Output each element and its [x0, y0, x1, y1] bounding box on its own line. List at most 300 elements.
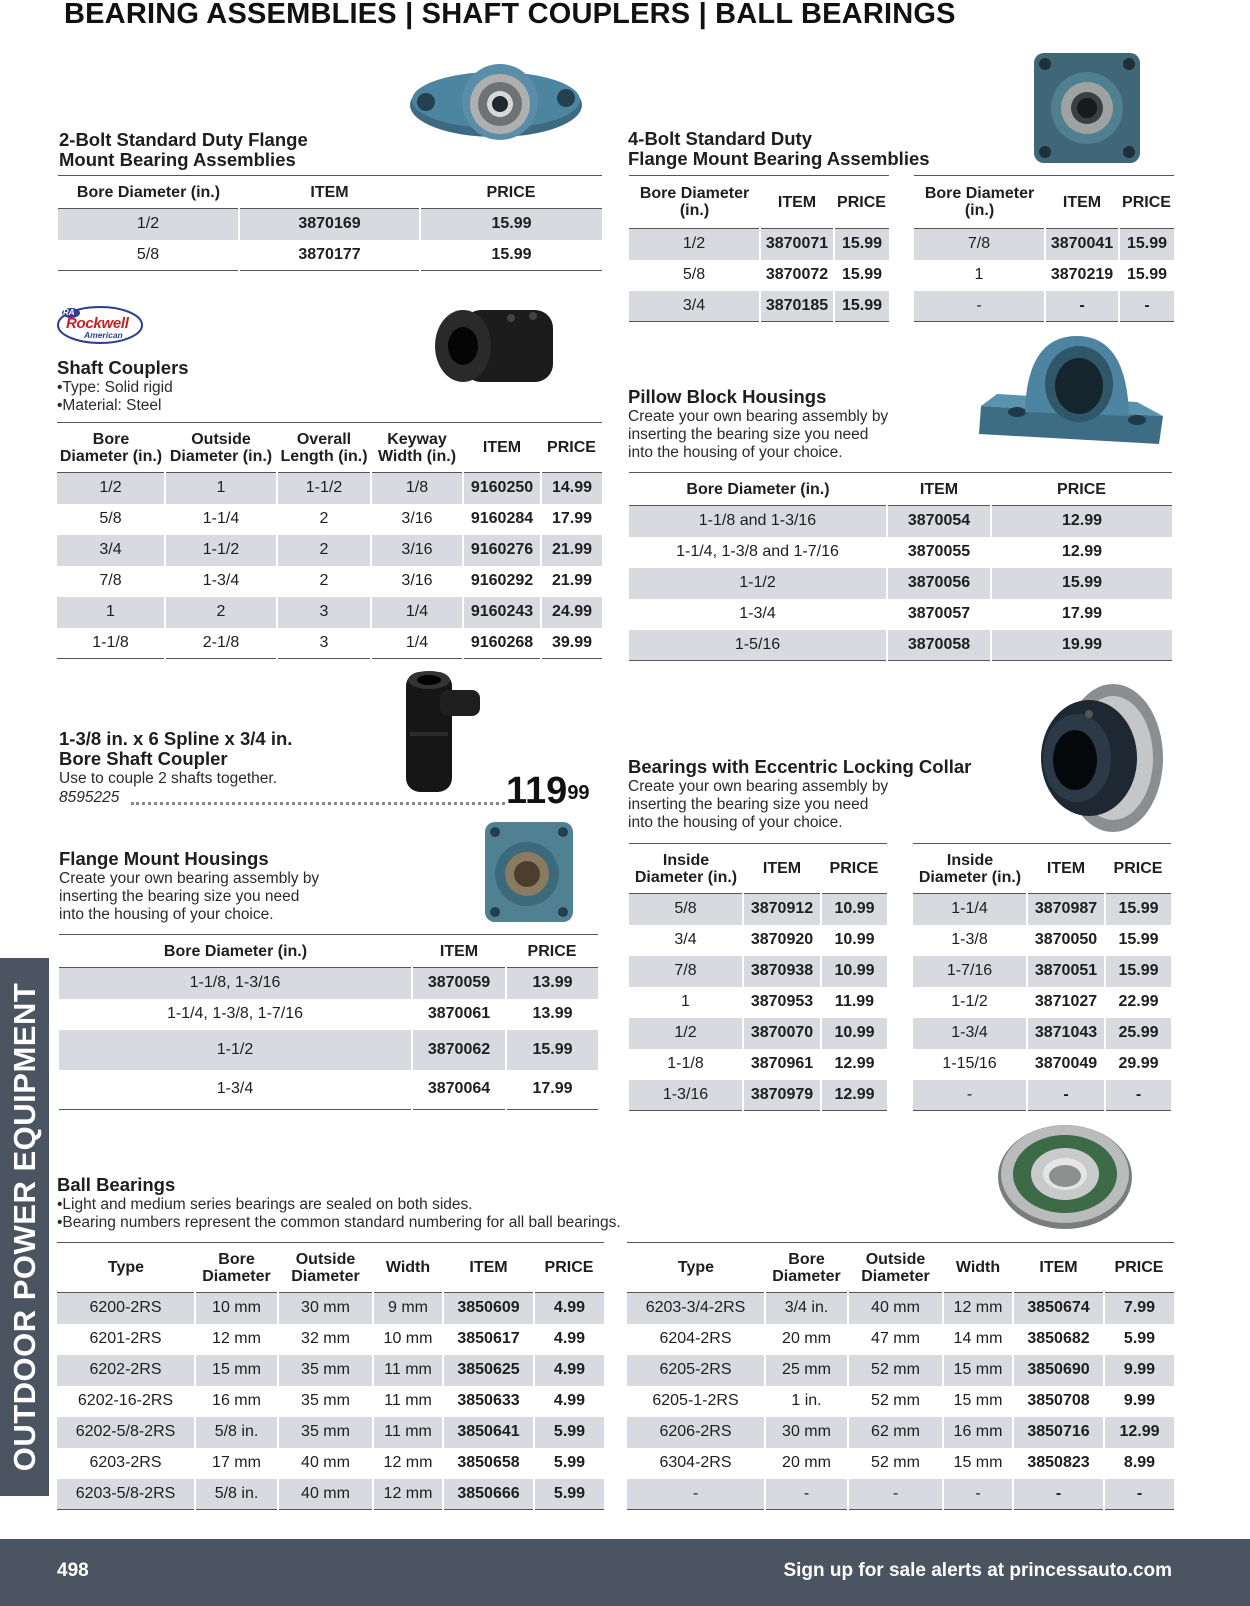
ball-bearings-title: Ball Bearings	[57, 1174, 176, 1195]
cell: 1	[165, 473, 277, 504]
cell: 5/8	[58, 240, 239, 271]
cell: 15 mm	[195, 1355, 278, 1386]
cell: 1-3/4	[913, 1018, 1027, 1049]
cell: 3870061	[412, 999, 506, 1030]
cell: 3870072	[760, 260, 834, 291]
cell: 5.99	[1123, 1330, 1156, 1347]
four-bolt-title-line2: Flange Mount Bearing Assemblies	[628, 148, 930, 169]
cell: 3/16	[371, 504, 463, 535]
cell: 1-1/8, 1-3/16	[59, 968, 412, 999]
cell: 3	[277, 597, 371, 628]
cell: 35 mm	[278, 1355, 373, 1386]
cell: 3/4	[629, 925, 743, 956]
flange-mount-housing-image	[481, 818, 577, 926]
two-bolt-title-line1: 2-Bolt Standard Duty Flange	[59, 129, 308, 150]
cell: 52 mm	[848, 1355, 943, 1386]
cell: 3870057	[887, 599, 991, 630]
cell: 1-15/16	[913, 1049, 1027, 1080]
table-row	[627, 1324, 1174, 1355]
two-bolt-table	[58, 175, 602, 271]
cell: -	[1105, 1080, 1171, 1111]
cell: 3	[277, 628, 371, 659]
page-number: 498	[57, 1560, 89, 1581]
col-header: Bore Diameter (in.)	[57, 423, 165, 473]
cell: 15 mm	[943, 1448, 1013, 1479]
cell: 14 mm	[943, 1324, 1013, 1355]
cell: 3850609	[443, 1293, 534, 1324]
cell: 3871043	[1027, 1018, 1105, 1049]
cell: 3870987	[1027, 894, 1105, 925]
cell: 20 mm	[765, 1324, 848, 1355]
col-header: Bore Diameter (in.)	[629, 473, 887, 506]
four-bolt-title	[628, 129, 930, 169]
eccentric-table-left	[629, 843, 887, 1111]
table-row	[913, 1018, 1171, 1049]
cell: 5/8 in.	[195, 1417, 278, 1448]
eccentric-collar-bearing-image	[1029, 680, 1169, 836]
cell: 1-1/2	[913, 987, 1027, 1018]
cell: 10 mm	[373, 1324, 443, 1355]
cell: 19.99	[991, 630, 1172, 661]
cell: 1-1/2	[59, 1030, 412, 1070]
table-row	[914, 260, 1174, 291]
cell: 3870071	[760, 229, 834, 260]
cell: 3/4	[629, 291, 760, 322]
cell: 15 mm	[943, 1386, 1013, 1417]
table-row	[57, 628, 602, 659]
table-row	[57, 1417, 604, 1448]
col-header: ITEM	[1045, 176, 1119, 229]
ball-bearing-image	[996, 1120, 1134, 1230]
cell: 15 mm	[943, 1355, 1013, 1386]
cell: 47 mm	[848, 1324, 943, 1355]
price-dollars: 119	[506, 770, 568, 812]
desc-line: Create your own bearing assembly by	[628, 778, 889, 795]
table-row	[59, 999, 598, 1030]
cell: 12.99	[821, 1080, 887, 1111]
cell: 15.99	[1105, 956, 1171, 987]
logo-badge: RA	[63, 308, 75, 317]
cell: 40 mm	[278, 1448, 373, 1479]
col-header: PRICE	[1104, 1243, 1174, 1293]
cell: 2-1/8	[165, 628, 277, 659]
cell: 3870049	[1027, 1049, 1105, 1080]
cell: 2	[277, 566, 371, 597]
cell: 29.99	[1118, 1055, 1159, 1072]
cell: 39.99	[541, 628, 602, 659]
desc-line: into the housing of your choice.	[59, 906, 274, 923]
cell: 1/2	[57, 473, 165, 504]
table-row	[57, 597, 602, 628]
pillow-block-desc	[628, 408, 888, 462]
four-bolt-table-right	[914, 175, 1174, 322]
col-header: Type	[627, 1243, 765, 1293]
cell: 6201-2RS	[57, 1324, 195, 1355]
cell: 1-5/16	[629, 630, 887, 661]
col-header: Inside Diameter (in.)	[629, 844, 743, 894]
col-header: ITEM	[760, 176, 834, 229]
cell: 1/8	[371, 473, 463, 504]
col-header: PRICE	[534, 1243, 604, 1293]
cell: 3870912	[743, 894, 821, 925]
cell: 3870055	[887, 537, 991, 568]
cell: 6200-2RS	[57, 1293, 195, 1324]
table-row	[57, 1355, 604, 1386]
col-header: PRICE	[1105, 844, 1171, 894]
table-row	[914, 229, 1174, 260]
cell: 6203-3/4-2RS	[627, 1293, 765, 1324]
two-bolt-title-line2: Mount Bearing Assemblies	[59, 149, 296, 170]
col-header: Type	[57, 1243, 195, 1293]
cell: 9160292	[463, 566, 541, 597]
cell: 21.99	[551, 572, 593, 589]
cell: 6205-2RS	[627, 1355, 765, 1386]
cell: 1-1/8	[629, 1049, 743, 1080]
bullet: •Type: Solid rigid	[57, 379, 173, 396]
cell: 3870177	[239, 240, 420, 271]
col-header: Bore Diameter (in.)	[59, 935, 412, 968]
cell: 11 mm	[373, 1355, 443, 1386]
table-row	[57, 535, 602, 566]
logo-sub: American	[84, 330, 123, 340]
ball-bearings-bullets	[57, 1196, 621, 1232]
cell: 1/2	[58, 209, 239, 240]
cell: 9160250	[463, 473, 541, 504]
table-row	[913, 987, 1171, 1018]
col-header: PRICE	[821, 844, 887, 894]
col-header: ITEM	[463, 423, 541, 473]
cell: 3850617	[443, 1324, 534, 1355]
cell: 13.99	[532, 1005, 573, 1022]
cell: 3870062	[412, 1030, 506, 1070]
cell: 5/8	[629, 260, 760, 291]
four-bolt-table-left	[629, 175, 889, 322]
cell: 9160276	[463, 535, 541, 566]
cell: 3/4 in.	[765, 1293, 848, 1324]
bullet: •Bearing numbers represent the common standard numbering for all ball bearings.	[57, 1214, 621, 1231]
cell: 5.99	[534, 1479, 604, 1510]
cell: 1/2	[629, 229, 760, 260]
col-header: Bore Diameter (in.)	[58, 176, 239, 209]
col-header: Outside Diameter (in.)	[165, 423, 277, 473]
cell: 1	[629, 987, 743, 1018]
cell: 3850625	[443, 1355, 534, 1386]
cell: 35 mm	[278, 1417, 373, 1448]
spline-coupler-desc: Use to couple 2 shafts together.	[59, 770, 277, 787]
table-row	[59, 968, 598, 999]
cell: 1-1/8 and 1-3/16	[629, 506, 887, 537]
table-row	[629, 568, 1172, 599]
cell: 15.99	[1119, 229, 1174, 260]
cell: 14.99	[541, 473, 602, 504]
cell: 1-1/4, 1-3/8 and 1-7/16	[629, 537, 887, 568]
cell: 3870070	[743, 1018, 821, 1049]
col-header: Outside Diameter	[278, 1243, 373, 1293]
cell: 52 mm	[848, 1386, 943, 1417]
cell: 6202-5/8-2RS	[57, 1417, 195, 1448]
cell: 10.99	[821, 894, 887, 925]
shaft-couplers-title: Shaft Couplers	[57, 357, 189, 378]
col-header: ITEM	[743, 844, 821, 894]
cell: 3870041	[1045, 229, 1119, 260]
cell: 12.99	[1061, 543, 1103, 560]
col-header: Bore Diameter (in.)	[914, 176, 1045, 229]
cell: -	[765, 1479, 848, 1510]
cell: 40 mm	[278, 1479, 373, 1510]
cell: -	[1045, 291, 1119, 322]
pillow-block-table	[629, 472, 1172, 661]
cell: -	[848, 1479, 943, 1510]
cell: 24.99	[541, 597, 602, 628]
table-row	[57, 1448, 604, 1479]
flange-housing-title: Flange Mount Housings	[59, 848, 269, 869]
cell: 3870059	[412, 968, 506, 999]
cell: -	[914, 291, 1045, 322]
cell: 1/4	[371, 628, 463, 659]
table-row	[629, 260, 889, 291]
cell: 3870920	[743, 925, 821, 956]
cell: 6304-2RS	[627, 1448, 765, 1479]
cell: 11 mm	[373, 1417, 443, 1448]
cell: -	[1119, 291, 1174, 322]
cell: -	[1027, 1080, 1105, 1111]
spline-shaft-coupler-image	[404, 668, 486, 798]
cell: 3870050	[1027, 925, 1105, 956]
cell: 5.99	[553, 1454, 586, 1471]
cell: 7/8	[629, 956, 743, 987]
cell: 2	[277, 504, 371, 535]
cell: 4.99	[534, 1355, 604, 1386]
col-header: PRICE	[834, 176, 889, 229]
cell: 1-1/2	[165, 535, 277, 566]
col-header: PRICE	[420, 176, 602, 209]
table-row	[629, 987, 887, 1018]
section-side-tab	[0, 958, 49, 1496]
cell: 2	[277, 535, 371, 566]
col-header: Bore Diameter	[765, 1243, 848, 1293]
shaft-coupler-image	[433, 302, 563, 390]
col-header: Bore Diameter (in.)	[629, 176, 760, 229]
col-header: ITEM	[1013, 1243, 1104, 1293]
cell: 12 mm	[195, 1324, 278, 1355]
table-row	[629, 925, 887, 956]
cell: 15.99	[1126, 266, 1168, 283]
spline-title-line2: Bore Shaft Coupler	[59, 748, 228, 769]
cell: 10.99	[821, 1018, 887, 1049]
table-row	[629, 1018, 887, 1049]
cell: 15.99	[1118, 931, 1159, 948]
cell: 12 mm	[943, 1293, 1013, 1324]
cell: 4.99	[553, 1330, 586, 1347]
price-cents: 99	[567, 782, 590, 804]
cell: -	[1104, 1479, 1174, 1510]
cell: 20 mm	[765, 1448, 848, 1479]
rockwell-american-logo	[57, 305, 143, 345]
cell: 15.99	[420, 240, 602, 271]
cell: 1-3/4	[59, 1070, 412, 1110]
cell: 9.99	[1123, 1392, 1156, 1409]
spline-title-line1: 1-3/8 in. x 6 Spline x 3/4 in.	[59, 728, 293, 749]
cell: 25 mm	[765, 1355, 848, 1386]
cell: -	[913, 1080, 1027, 1111]
cell: 15.99	[834, 291, 889, 322]
cell: 1/2	[629, 1018, 743, 1049]
two-bolt-title	[59, 130, 308, 170]
cell: 6206-2RS	[627, 1417, 765, 1448]
cell: 3850690	[1013, 1355, 1104, 1386]
cell: 1	[914, 260, 1045, 291]
cell: 30 mm	[765, 1417, 848, 1448]
table-row	[57, 1386, 604, 1417]
table-row	[627, 1386, 1174, 1417]
cell: 6204-2RS	[627, 1324, 765, 1355]
pillow-block-title: Pillow Block Housings	[628, 386, 827, 407]
table-row	[59, 1070, 598, 1110]
cell: 21.99	[541, 535, 602, 566]
table-row	[58, 240, 602, 271]
cell: 4.99	[553, 1392, 586, 1409]
cell: 7/8	[57, 566, 165, 597]
table-row	[913, 894, 1171, 925]
cell: 5/8 in.	[195, 1479, 278, 1510]
table-row	[629, 537, 1172, 568]
cell: 1/4	[371, 597, 463, 628]
table-row	[59, 1030, 598, 1070]
col-header: ITEM	[887, 473, 991, 506]
cell: 35 mm	[278, 1386, 373, 1417]
cell: 3870938	[743, 956, 821, 987]
cell: 12.99	[834, 1055, 875, 1072]
cell: 3870953	[743, 987, 821, 1018]
cell: 12.99	[1104, 1417, 1174, 1448]
cell: 3/16	[371, 535, 463, 566]
ball-bearings-table-right	[627, 1242, 1174, 1510]
cell: 3/16	[371, 566, 463, 597]
table-row	[627, 1448, 1174, 1479]
col-header: Width	[373, 1243, 443, 1293]
col-header: Inside Diameter (in.)	[913, 844, 1027, 894]
cell: 10.99	[834, 931, 875, 948]
cell: 3850716	[1013, 1417, 1104, 1448]
cell: 17.99	[1061, 605, 1103, 622]
cell: 1-1/4	[165, 504, 277, 535]
flange-housing-desc	[59, 870, 319, 924]
cell: 40 mm	[848, 1293, 943, 1324]
table-row	[629, 630, 1172, 661]
col-header: Keyway Width (in.)	[371, 423, 463, 473]
table-row	[629, 506, 1172, 537]
cell: 22.99	[1118, 993, 1159, 1010]
cell: 15.99	[991, 568, 1172, 599]
table-row	[913, 1080, 1171, 1111]
cell: 12 mm	[373, 1448, 443, 1479]
col-header: Width	[943, 1243, 1013, 1293]
cell: 12 mm	[373, 1479, 443, 1510]
cell: 1-3/8	[913, 925, 1027, 956]
cell: 15.99	[420, 209, 602, 240]
col-header: PRICE	[506, 935, 598, 968]
cell: 16 mm	[195, 1386, 278, 1417]
col-header: ITEM	[1027, 844, 1105, 894]
cell: 6203-5/8-2RS	[57, 1479, 195, 1510]
col-header: Bore Diameter	[195, 1243, 278, 1293]
desc-line: Create your own bearing assembly by	[59, 870, 320, 887]
cell: 1-3/4	[165, 566, 277, 597]
cell: 3870961	[743, 1049, 821, 1080]
cell: 6202-16-2RS	[57, 1386, 195, 1417]
desc-line: inserting the bearing size you need	[628, 426, 869, 443]
shaft-couplers-table	[57, 422, 602, 659]
cell: 62 mm	[848, 1417, 943, 1448]
cell: 3850708	[1013, 1386, 1104, 1417]
desc-line: into the housing of your choice.	[628, 444, 843, 461]
cell: 15.99	[834, 229, 889, 260]
cell: 3870979	[743, 1080, 821, 1111]
table-row	[913, 925, 1171, 956]
desc-line: inserting the bearing size you need	[628, 796, 869, 813]
cell: 3850682	[1013, 1324, 1104, 1355]
cell: 6203-2RS	[57, 1448, 195, 1479]
cell: 3850641	[443, 1417, 534, 1448]
table-row	[629, 1049, 887, 1080]
logo-text: Rockwell	[66, 315, 129, 332]
cell: 7.99	[1104, 1293, 1174, 1324]
table-row	[627, 1293, 1174, 1324]
cell: 17.99	[551, 510, 593, 527]
cell: 3870169	[239, 209, 420, 240]
cell: 3870185	[760, 291, 834, 322]
cell: -	[943, 1479, 1013, 1510]
cell: 3870056	[887, 568, 991, 599]
table-row	[913, 956, 1171, 987]
cell: 1-1/4	[913, 894, 1027, 925]
cell: 16 mm	[943, 1417, 1013, 1448]
cell: 9160243	[463, 597, 541, 628]
cell: 30 mm	[278, 1293, 373, 1324]
col-header: PRICE	[991, 473, 1172, 506]
col-header: Outside Diameter	[848, 1243, 943, 1293]
cell: 3870219	[1045, 260, 1119, 291]
bullet: •Light and medium series bearings are sealed on both sides.	[57, 1196, 473, 1213]
eccentric-desc	[628, 778, 888, 832]
flange-housing-table	[59, 934, 598, 1110]
table-row	[627, 1417, 1174, 1448]
col-header: ITEM	[412, 935, 506, 968]
spline-coupler-item: 8595225	[59, 789, 120, 806]
cell: 3850666	[443, 1479, 534, 1510]
cell: 3870054	[887, 506, 991, 537]
table-row	[629, 956, 887, 987]
four-bolt-flange-bearing-image	[1031, 50, 1143, 166]
col-header: PRICE	[541, 423, 602, 473]
cell: 3850658	[443, 1448, 534, 1479]
cell: -	[627, 1479, 765, 1510]
desc-line: Create your own bearing assembly by	[628, 408, 889, 425]
sale-alerts-promo: Sign up for sale alerts at princessauto.com	[783, 1560, 1172, 1581]
col-header: ITEM	[239, 176, 420, 209]
four-bolt-title-line1: 4-Bolt Standard Duty	[628, 128, 812, 149]
cell: 9160284	[463, 504, 541, 535]
table-row	[629, 1080, 887, 1111]
cell: 17.99	[506, 1070, 598, 1110]
eccentric-table-right	[913, 843, 1171, 1111]
cell: 52 mm	[848, 1448, 943, 1479]
cell: 3850633	[443, 1386, 534, 1417]
col-header: ITEM	[443, 1243, 534, 1293]
cell: 1-3/4	[629, 599, 887, 630]
cell: 5/8	[57, 504, 165, 535]
cell: 1-1/2	[629, 568, 887, 599]
